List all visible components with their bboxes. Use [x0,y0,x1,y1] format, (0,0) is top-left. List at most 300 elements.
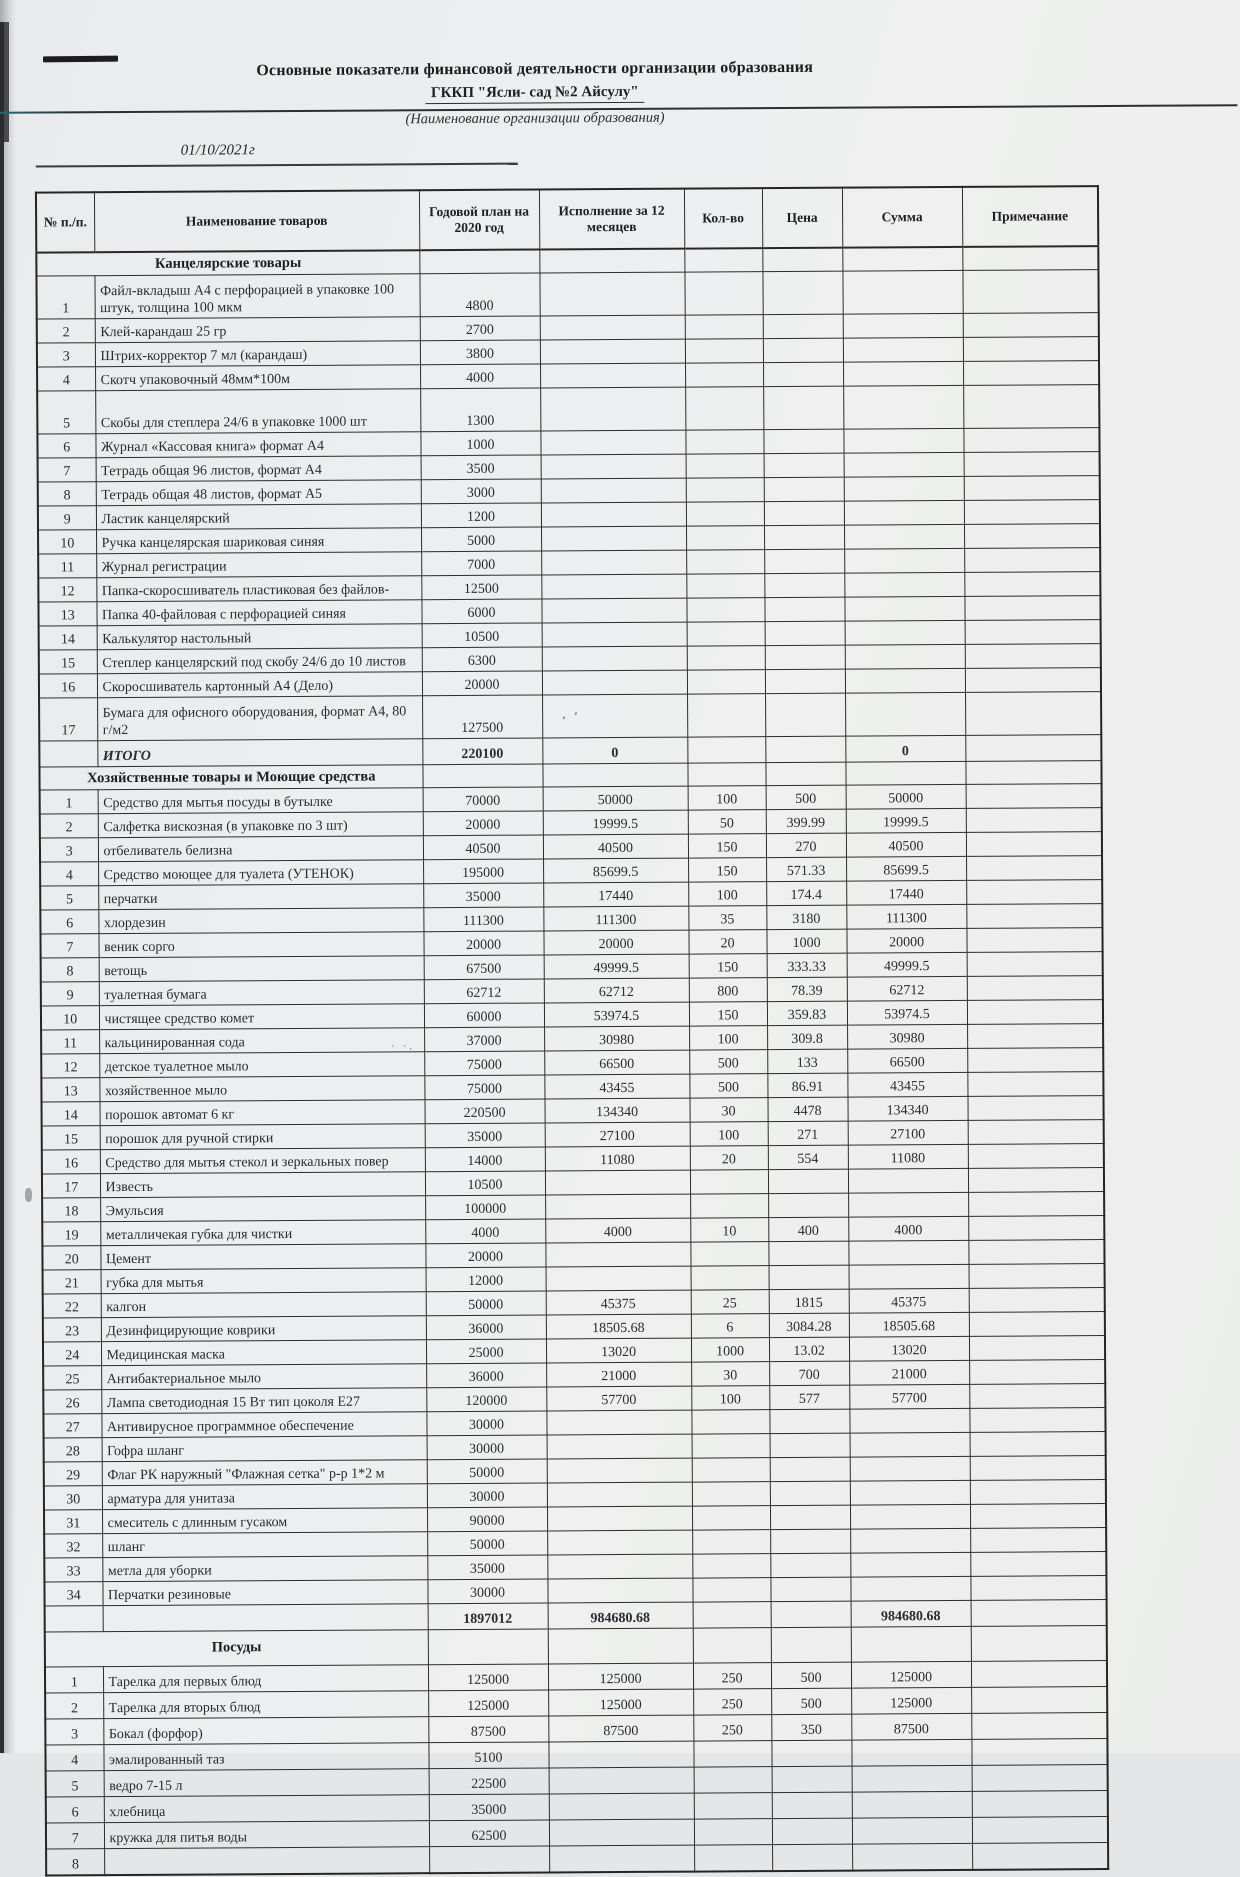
cell-price: 309.8 [767,1025,847,1049]
cell-qty [694,1767,772,1793]
cell-qty: 150 [688,858,766,882]
cell-name: отбеливатель белизна [98,836,423,862]
cell-qty [687,622,765,646]
col-header-price: Цена [762,188,842,248]
cell-name: Тетрадь общая 96 листов, формат А4 [96,456,421,482]
cell-sum [844,548,964,573]
cell-sum [850,1456,970,1481]
cell-exec: 20000 [543,930,688,955]
cell-price [772,1766,852,1792]
cell-name: смеситель с длинным гусаком [102,1508,427,1534]
cell-note [970,1552,1106,1577]
cell-qty [685,339,763,363]
cell-note [964,596,1100,621]
cell-sum: 50000 [846,784,966,809]
cell-plan: 35000 [425,1123,545,1148]
cell-sum [843,428,963,453]
cell-empty [422,764,542,788]
cell-qty: 500 [689,1074,767,1098]
col-header-exec: Исполнение за 12 месяцев [539,189,684,250]
cell-price [763,386,843,429]
cell-empty [965,761,1101,785]
cell-note [966,856,1102,881]
cell-exec: 49999.5 [544,954,689,979]
cell-exec [540,430,685,455]
total-label [103,1604,428,1632]
cell-plan: 111300 [423,907,543,932]
cell-price [771,1740,851,1766]
cell-price: 133 [767,1049,847,1073]
cell-qty [687,670,765,694]
cell-name: Журнал «Кассовая книга» формат А4 [95,432,420,458]
total-sum: 0 [845,735,965,762]
cell-note [972,1817,1108,1844]
cell-num: 4 [40,862,98,886]
cell-sum: 17440 [846,880,966,905]
table-body [36,246,1108,1875]
cell-price: 1815 [769,1289,849,1313]
cell-num: 12 [41,1054,99,1078]
cell-note [966,880,1102,905]
cell-name: Лампа светодиодная 15 Вт тип цоколя Е27 [101,1388,426,1414]
cell-qty: 20 [690,1146,768,1170]
cell-note [963,313,1099,338]
cell-sum [843,313,963,338]
cell-price: 271 [768,1121,848,1145]
cell-qty: 150 [688,834,766,858]
cell-qty [692,1554,770,1578]
cell-sum [844,476,964,501]
cell-qty [692,1434,770,1458]
cell-exec [541,598,686,623]
cell-name: порошок для ручной стирки [100,1124,425,1150]
cell-plan: 4000 [420,364,540,389]
cell-num: 21 [43,1270,101,1294]
cell-name: Журнал регистрации [96,552,421,578]
total-plan: 220100 [422,738,542,765]
cell-price [765,645,845,669]
cell-num: 1 [40,790,98,814]
cell-exec [547,1530,692,1555]
cell-sum: 20000 [846,928,966,953]
cell-sum: 11080 [848,1144,968,1169]
cell-name: Скоросшиватель картонный А4 (Дело) [97,672,422,698]
cell-empty [542,763,687,787]
total-exec: 0 [542,737,687,764]
cell-qty: 100 [690,1122,768,1146]
cell-plan: 10500 [425,1171,545,1196]
cell-plan: 75000 [424,1051,544,1076]
cell-sum [850,1552,970,1577]
cell-qty [686,454,764,478]
cell-sum [844,524,964,549]
cell-note [968,1168,1104,1193]
cell-num: 6 [40,910,98,934]
cell-plan: 50000 [427,1459,547,1484]
cell-note [968,1216,1104,1241]
cell-price: 333.33 [767,953,847,977]
cell-name: кальцинированная сода [99,1028,424,1054]
cell-note [970,1576,1106,1601]
cell-num: 11 [38,554,96,578]
cell-num: 3 [45,1719,103,1745]
cell-sum [843,337,963,362]
cell-empty [428,1629,548,1665]
cell-sum: 125000 [851,1687,971,1714]
cell-plan: 1200 [421,503,541,528]
cell-price [770,1553,850,1577]
cell-price: 500 [771,1688,851,1714]
cell-num: 7 [38,458,96,482]
cell-name: перчатки [98,884,423,910]
cell-num: 20 [42,1246,100,1270]
cell-plan: 220500 [425,1099,545,1124]
cell-price: 78.39 [767,977,847,1001]
cell-qty: 500 [689,1050,767,1074]
cell-name: Файл-вкладыш А4 с перфорацией в упаковке 100 штук, толщина 100 мкм [94,274,419,319]
cell-num: 25 [43,1366,101,1390]
cell-plan: 50000 [426,1291,546,1316]
cell-exec [541,454,686,479]
cell-price [762,271,842,314]
cell-name: хлебница [104,1795,429,1823]
cell-sum [852,1843,972,1870]
cell-exec: 18505.68 [546,1314,691,1339]
cell-sum [852,1765,972,1792]
cell-note [970,1528,1106,1553]
cell-exec: 57700 [546,1386,691,1411]
cell-num: 11 [41,1030,99,1054]
cell-exec [546,1410,691,1435]
cell-qty: 25 [691,1290,769,1314]
cell-name: Папка-скоросшиватель пластиковая без файлов- [96,576,421,602]
cell-plan: 36000 [426,1363,546,1388]
cell-num: 31 [44,1510,102,1534]
cell-qty [685,387,763,430]
cell-empty [548,1628,693,1664]
cell-exec [547,1434,692,1459]
cell-name: хлордезин [98,908,423,934]
cell-sum [844,500,964,525]
cell-price [772,1844,852,1871]
cell-exec [549,1767,694,1794]
cell-name: Перчатки резиновые [102,1580,427,1606]
cell-name: губка для мытья [101,1268,426,1294]
cell-sum: 4000 [848,1216,968,1241]
cell-exec [549,1845,694,1872]
cell-note [966,904,1102,929]
cell-exec [541,574,686,599]
cell-exec [547,1482,692,1507]
col-header-qty: Кол-во [684,188,762,248]
cell-sum: 40500 [846,832,966,857]
cell-note [967,1096,1103,1121]
cell-qty [694,1793,772,1819]
cell-num: 6 [37,434,95,458]
cell-sum [850,1480,970,1505]
cell-name: ведро 7-15 л [104,1769,429,1797]
cell-name: Флаг РК наружный "Флажная сетка" р-р 1*2 м [102,1460,427,1486]
cell-name: Тетрадь общая 48 листов, формат А5 [96,480,421,506]
cell-qty: 100 [689,1026,767,1050]
cell-price [772,1792,852,1818]
cell-exec [545,1242,690,1267]
cell-empty [962,246,1098,270]
cell-sum: 49999.5 [847,952,967,977]
cell-exec [541,502,686,527]
cell-plan: 6300 [422,647,542,672]
cell-plan: 20000 [425,1243,545,1268]
cell-plan: 70000 [423,787,543,812]
col-header-plan: Годовой план на 2020 год [419,189,539,250]
cell-price [764,453,844,477]
col-header-num: № п./п. [36,192,94,252]
cell-exec: 4000 [545,1218,690,1243]
cell-plan: 35000 [429,1794,549,1821]
cell-plan: 12000 [426,1267,546,1292]
cell-note [968,1144,1104,1169]
cell-plan: 127500 [422,695,542,739]
organization-caption: (Наименование организации образования) [405,109,665,128]
cell-note [969,1360,1105,1385]
cell-sum [845,644,965,669]
cell-empty [765,762,845,785]
cell-name: порошок автомат 6 кг [100,1100,425,1126]
cell-qty: 30 [691,1362,769,1386]
total-exec: 984680.68 [548,1602,693,1629]
cell-num: 26 [43,1390,101,1414]
cell-plan: 14000 [425,1147,545,1172]
cell-num: 2 [45,1693,103,1719]
cell-plan: 37000 [424,1027,544,1052]
cell-num: 5 [37,391,95,434]
cell-num: 2 [37,319,95,343]
cell-qty: 150 [689,954,767,978]
cell-price [768,1241,848,1265]
cell-qty [692,1530,770,1554]
cell-exec [546,1266,691,1291]
table-header [36,186,1098,252]
cell-exec [540,387,685,431]
cell-qty [687,694,765,737]
cell-price [765,693,845,736]
cell-price [763,429,843,453]
cell-price: 577 [769,1385,849,1409]
cell-name: кружка для питья воды [104,1821,429,1849]
total-price [765,736,845,762]
cell-exec: 19999.5 [543,810,688,835]
cell-num: 3 [37,343,95,367]
cell-plan: 60000 [424,1003,544,1028]
cell-price [770,1481,850,1505]
cell-sum [848,1168,968,1193]
cell-plan: 62500 [429,1820,549,1847]
cell-name: Степлер канцелярский под скобу 24/6 до 10 листов [97,648,422,674]
cell-empty [539,249,684,273]
cell-exec: 27100 [545,1122,690,1147]
cell-price: 3084.28 [769,1313,849,1337]
cell-num: 5 [46,1771,104,1797]
cell-note [967,976,1103,1001]
cell-price: 571.33 [766,857,846,881]
table-row [37,385,1099,434]
cell-qty [691,1266,769,1290]
cell-note [963,385,1099,429]
cell-qty [685,363,763,387]
cell-num: 33 [44,1558,102,1582]
cell-exec [539,272,684,316]
cell-num: 29 [44,1462,102,1486]
cell-plan: 30000 [426,1411,546,1436]
cell-exec [542,670,687,695]
cell-plan: 120000 [426,1387,546,1412]
cell-qty: 250 [693,1663,771,1689]
cell-name: хозяйственное мыло [99,1076,424,1102]
cell-name: Гофра шланг [102,1436,427,1462]
cell-plan: 75000 [424,1075,544,1100]
cell-qty: 35 [688,906,766,930]
cell-num: 34 [44,1582,102,1606]
cell-note [967,952,1103,977]
total-label: ИТОГО [97,739,422,767]
cell-note [964,572,1100,597]
cell-exec: 66500 [544,1050,689,1075]
cell-name: метла для уборки [102,1556,427,1582]
cell-qty [686,478,764,502]
cell-exec [547,1458,692,1483]
cell-exec [541,478,686,503]
cell-name: веник сорго [98,932,423,958]
cell-name: Салфетка вискозная (в упаковке по 3 шт) [98,812,423,838]
cell-name: Эмульсия [100,1196,425,1222]
cell-name: Цемент [100,1244,425,1270]
cell-plan: 30000 [427,1483,547,1508]
cell-exec: 13020 [546,1338,691,1363]
cell-qty: 250 [693,1689,771,1715]
cell-qty [694,1819,772,1845]
cell-price [763,338,843,362]
cell-qty: 10 [690,1218,768,1242]
cell-price [768,1169,848,1193]
cell-name: металличекая губка для чистки [100,1220,425,1246]
cell-plan: 30000 [427,1579,547,1604]
cell-note [965,668,1101,693]
cell-note [969,1408,1105,1433]
cell-qty [690,1170,768,1194]
cell-note [969,1384,1105,1409]
cell-qty: 100 [691,1386,769,1410]
cell-name: Скобы для степлера 24/6 в упаковке 1000 шт [95,389,420,434]
cell-price [770,1529,850,1553]
cell-note [972,1765,1108,1792]
cell-qty [685,315,763,339]
cell-exec: 50000 [543,786,688,811]
cell-price [765,621,845,645]
cell-note [966,832,1102,857]
cell-note [963,361,1099,386]
cell-name: ветощь [99,956,424,982]
cell-qty [685,430,763,454]
cell-plan: 62712 [424,979,544,1004]
cell-note [970,1480,1106,1505]
cell-num: 22 [43,1294,101,1318]
cell-plan: 4800 [419,273,539,317]
cell-exec: 62712 [544,978,689,1003]
cell-empty [851,1626,971,1662]
cell-sum: 134340 [847,1096,967,1121]
cell-price [770,1457,850,1481]
cell-num: 23 [43,1318,101,1342]
cell-sum [850,1528,970,1553]
total-note [971,1600,1107,1627]
cell-num: 10 [38,530,96,554]
cell-num: 6 [46,1797,104,1823]
cell-price [769,1409,849,1433]
cell-plan: 50000 [427,1531,547,1556]
cell-plan: 5000 [421,527,541,552]
cell-price: 3180 [766,905,846,929]
cell-price: 1000 [766,929,846,953]
total-num [39,741,97,767]
cell-plan: 195000 [423,859,543,884]
cell-sum [848,1192,968,1217]
cell-num: 7 [46,1823,104,1849]
cell-qty [692,1506,770,1530]
cell-num: 30 [44,1486,102,1510]
cell-exec [540,315,685,340]
cell-num: 1 [36,276,94,319]
cell-note [964,548,1100,573]
cell-note [972,1791,1108,1818]
cell-price [770,1505,850,1529]
total-plan: 1897012 [428,1603,548,1630]
cell-num: 32 [44,1534,102,1558]
col-header-name: Наименование товаров [94,190,419,252]
cell-note [965,620,1101,645]
cell-note [971,1661,1107,1688]
cell-price: 700 [769,1361,849,1385]
cell-name: Средство моющее для туалета (УТЕНОК) [98,860,423,886]
cell-note [970,1456,1106,1481]
cell-note [964,452,1100,477]
cell-price: 4478 [767,1097,847,1121]
cell-sum: 66500 [847,1048,967,1073]
cell-plan: 12500 [421,575,541,600]
cell-price [764,477,844,501]
finance-table [35,185,1109,1876]
cell-exec: 30980 [544,1026,689,1051]
cell-name: чистящее средство комет [99,1004,424,1030]
cell-exec: 40500 [543,834,688,859]
cell-price: 86.91 [767,1073,847,1097]
total-num [45,1606,103,1632]
cell-price [764,597,844,621]
cell-num: 19 [42,1222,100,1246]
cell-plan: 3500 [421,455,541,480]
scan-stray-dots: · ·. [391,1041,415,1053]
cell-sum [849,1408,969,1433]
document-header [0,57,1073,131]
cell-qty: 100 [688,882,766,906]
section-title: Хозяйственные товары и Моющие средства [39,765,422,790]
cell-sum [843,361,963,386]
cell-name: Антивирусное программное обеспечение [101,1412,426,1438]
cell-sum [845,620,965,645]
total-qty [693,1602,771,1628]
cell-plan: 67500 [424,955,544,980]
cell-exec: 125000 [548,1663,693,1690]
cell-qty [687,646,765,670]
